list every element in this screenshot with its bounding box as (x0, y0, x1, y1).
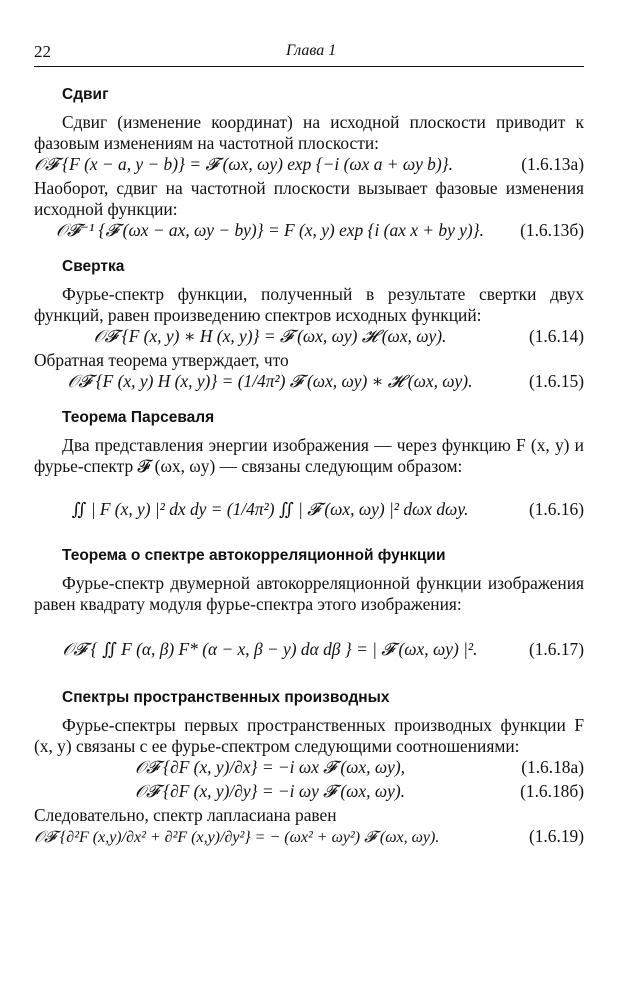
equation-expression: 𝒪𝓕 { ∬ F (α, β) F* (α − x, β − y) dα dβ } = | 𝓕 (ωx, ωy) |². (62, 638, 478, 659)
equation-expression: 𝒪𝓕 {∂²F (x,y)/∂x² + ∂²F (x,y)/∂y²} = − (ωx² + ωy²) 𝓕 (ωx, ωy). (34, 829, 440, 846)
equation-expression: 𝒪𝓕⁻¹ {𝓕 (ωx − ax, ωy − by)} = F (x, y) exp {i (ax x + by y)}. (56, 220, 484, 240)
autocorr-text-1: Фурье-спектр двумерной автокорреляционной функции изображения равен квадрату модуля фурье-спектра этого изображения: (34, 573, 584, 614)
equation-number: (1.6.13б) (520, 220, 584, 240)
parseval-text-1: Два представления энергии изображения — через функцию F (x, y) и фурье-спектр 𝓕 (ωx, ωy) — связаны следующим образом: (34, 435, 584, 476)
equation-number: (1.6.17) (528, 638, 584, 659)
equation-1-6-18a (34, 757, 584, 781)
shift-text-2: Наоборот, сдвиг на частотной плоскости вызывает фазовые изменения исходной функции: (34, 178, 584, 219)
section-title-shift: Сдвиг (62, 86, 109, 103)
section-title-derivatives: Спектры пространственных производных (62, 689, 390, 706)
section-title-convolution: Свертка (62, 258, 125, 275)
page-number: 22 (34, 42, 51, 61)
equation-number: (1.6.13а) (521, 154, 584, 174)
convolution-text-2: Обратная теорема утверждает, что (34, 350, 289, 370)
section-title-autocorrelation: Теорема о спектре автокорреляционной функции (62, 547, 446, 564)
equation-number: (1.6.18б) (520, 781, 584, 801)
equation-1-6-14 (34, 326, 584, 350)
equation-expression: 𝒪𝓕 {F (x, y) H (x, y)} = (1/4π²) 𝓕 (ωx, ωy) ∗ 𝓗 (ωx, ωy). (67, 371, 473, 391)
chapter-title: Глава 1 (286, 42, 337, 59)
equation-1-6-17 (34, 623, 584, 675)
equation-expression: 𝒪𝓕 {∂F (x, y)/∂y} = −i ωy 𝓕 (ωx, ωy). (135, 781, 405, 801)
equation-number: (1.6.14) (528, 326, 584, 346)
page-body (34, 76, 584, 850)
section-title-parseval: Теорема Парсеваля (62, 409, 215, 426)
equation-expression: ∬ | F (x, y) |² dx dy = (1/4π²) ∬ | 𝓕 (ωx, ωy) |² dωx dωy. (71, 498, 469, 519)
equation-number: (1.6.18а) (521, 757, 584, 777)
derivatives-text-2: Следовательно, спектр лапласиана равен (34, 805, 337, 825)
equation-1-6-13a (34, 154, 584, 178)
equation-1-6-19 (34, 826, 584, 850)
convolution-text-1: Фурье-спектр функции, полученный в результате свертки двух функций, равен произведению спектров исходных функций: (34, 284, 584, 325)
equation-1-6-15 (34, 371, 584, 395)
equation-number: (1.6.19) (528, 826, 584, 846)
equation-expression: 𝒪𝓕 {F (x, y) ∗ H (x, y)} = 𝓕 (ωx, ωy) 𝓗 (ωx, ωy). (93, 326, 447, 346)
equation-expression: 𝒪𝓕 {F (x − a, y − b)} = 𝓕 (ωx, ωy) exp {−i (ωx a + ωy b)}. (34, 154, 453, 174)
equation-number: (1.6.16) (528, 498, 584, 519)
page-header (34, 42, 584, 66)
derivatives-text-1: Фурье-спектры первых пространственных производных функции F (x, y) связаны с ее фурье-спектром следующими соотношениями: (34, 715, 584, 756)
header-rule (34, 66, 584, 67)
equation-1-6-16 (34, 485, 584, 533)
equation-1-6-13b (34, 220, 584, 244)
shift-text-1: Сдвиг (изменение координат) на исходной плоскости приводит к фазовым изменениям на частотной плоскости: (34, 112, 584, 153)
equation-1-6-18b (34, 781, 584, 805)
equation-number: (1.6.15) (528, 371, 584, 391)
equation-expression: 𝒪𝓕 {∂F (x, y)/∂x} = −i ωx 𝓕 (ωx, ωy), (135, 757, 405, 777)
